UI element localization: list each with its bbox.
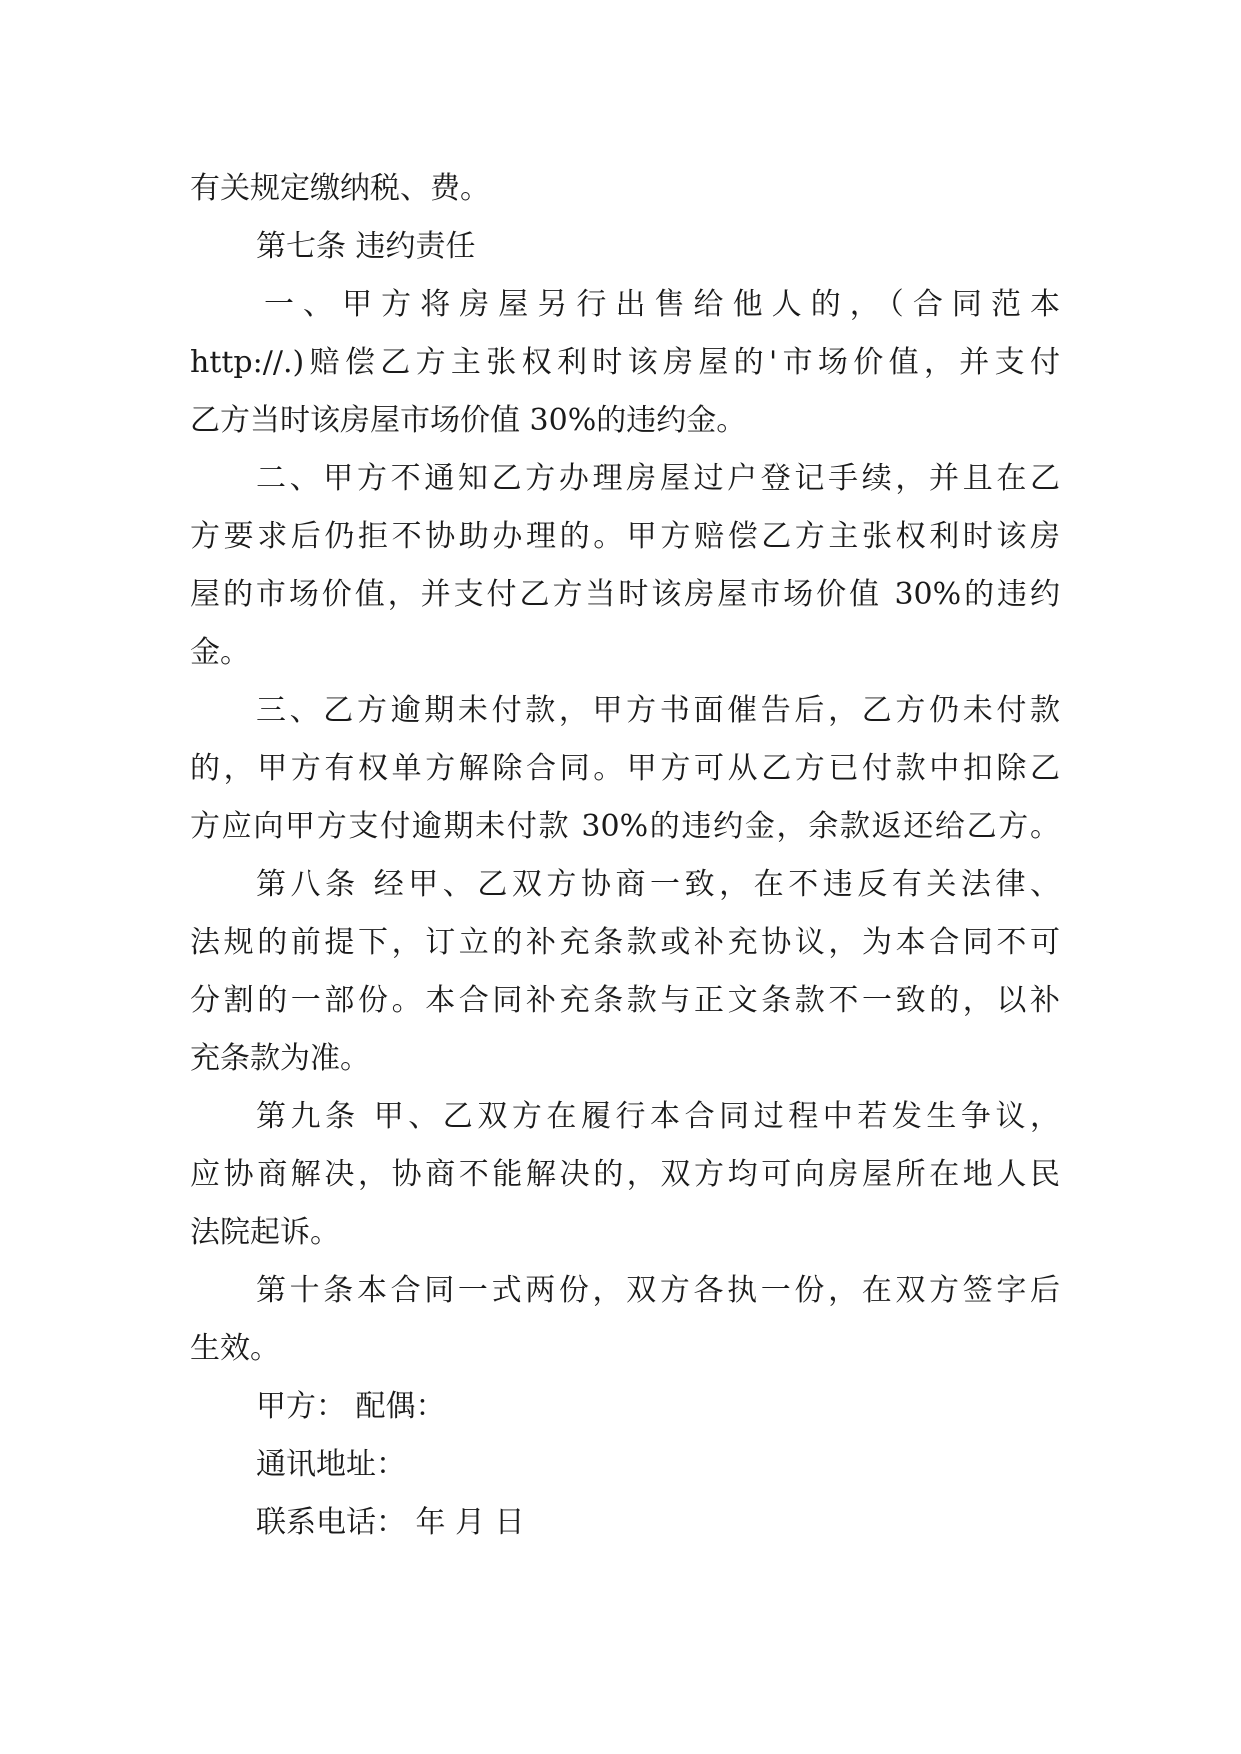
text-line: 方要求后仍拒不协助办理的。甲方赔偿乙方主张权利时该房 <box>190 519 1060 554</box>
text-line: 二、甲方不通知乙方办理房屋过户登记手续，并且在乙 <box>256 461 1060 496</box>
text-line: 法院起诉。 <box>190 1215 340 1250</box>
document-page <box>190 160 1060 1552</box>
article-heading: 第八条 经甲、乙双方协商一致，在不违反有关法律、 <box>256 867 1060 902</box>
article-heading: 第十条本合同一式两份，双方各执一份，在双方签字后 <box>256 1273 1060 1308</box>
text-line: http://.)赔偿乙方主张权利时该房屋的'市场价值，并支付 <box>190 345 1060 380</box>
text-line: 一、甲方将房屋另行出售给他人的，（合同范本 <box>264 287 1060 322</box>
text-line: 方应向甲方支付逾期未付款 30%的违约金，余款返还给乙方。 <box>190 809 1060 844</box>
text-line: 乙方当时该房屋市场价值 30%的违约金。 <box>190 403 747 438</box>
article-heading: 第九条 甲、乙双方在履行本合同过程中若发生争议， <box>256 1099 1060 1134</box>
text-line: 应协商解决，协商不能解决的，双方均可向房屋所在地人民 <box>190 1157 1060 1192</box>
text-line: 生效。 <box>190 1331 280 1366</box>
signature-party-line: 甲方： 配偶： <box>256 1389 446 1424</box>
text-line: 金。 <box>190 635 250 670</box>
signature-phone-date-line: 联系电话： 年 月 日 <box>256 1505 525 1540</box>
text-line: 分割的一部份。本合同补充条款与正文条款不一致的，以补 <box>190 983 1060 1018</box>
text-line: 充条款为准。 <box>190 1041 370 1076</box>
text-line: 法规的前提下，订立的补充条款或补充协议，为本合同不可 <box>190 925 1060 960</box>
text-line: 有关规定缴纳税、费。 <box>190 171 490 206</box>
text-line: 屋的市场价值，并支付乙方当时该房屋市场价值 30%的违约 <box>190 577 1060 612</box>
article-heading: 第七条 违约责任 <box>256 229 476 264</box>
text-line: 的，甲方有权单方解除合同。甲方可从乙方已付款中扣除乙 <box>190 751 1060 786</box>
text-line: 三、乙方逾期未付款，甲方书面催告后，乙方仍未付款 <box>256 693 1060 728</box>
signature-address-line: 通讯地址： <box>256 1447 406 1482</box>
